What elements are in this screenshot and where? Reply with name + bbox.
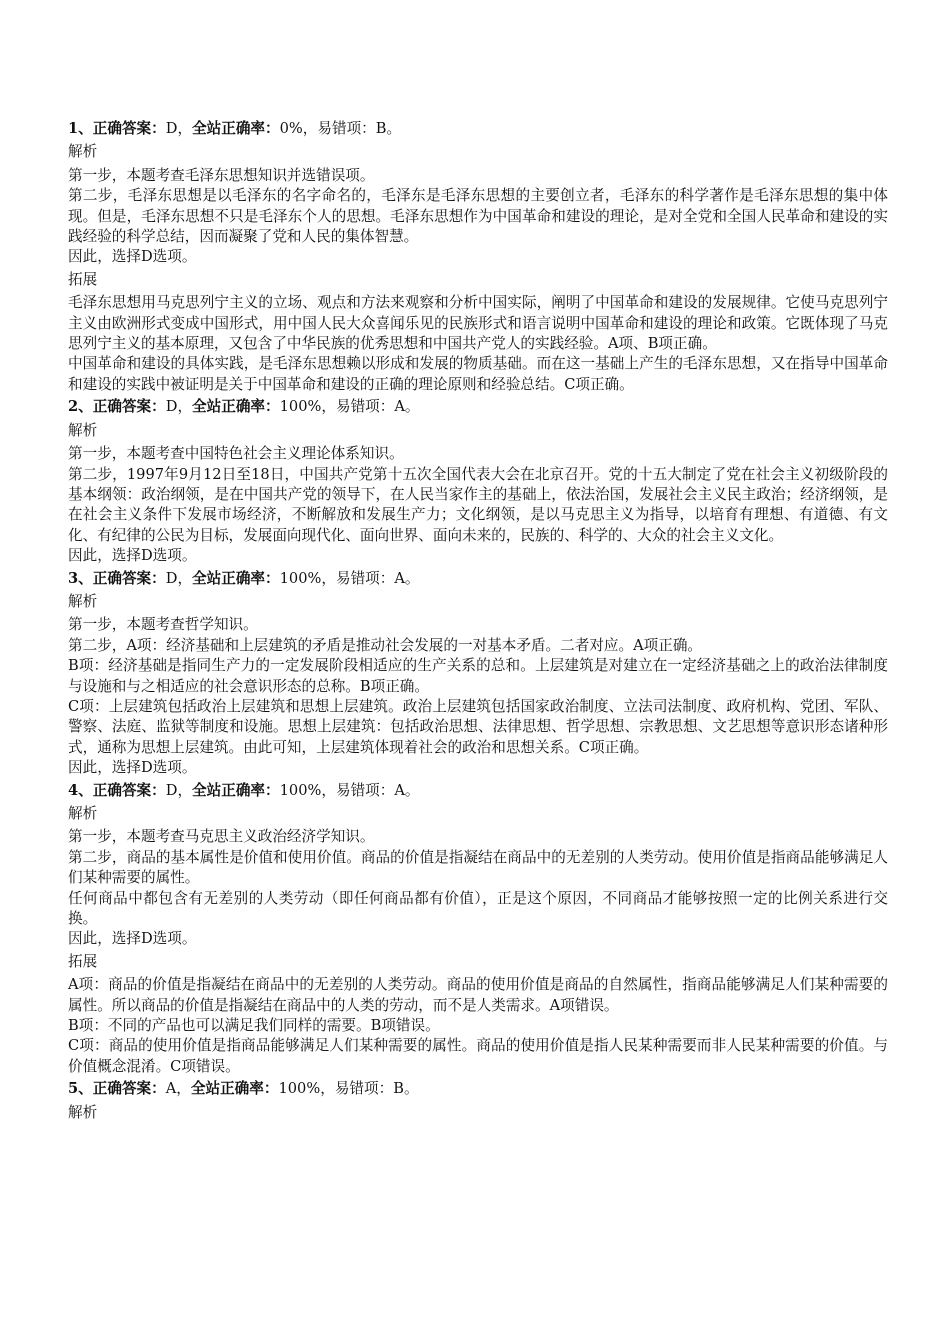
extension-label: 拓展: [68, 270, 98, 288]
question-number: 4、: [68, 781, 93, 799]
analysis-paragraph: B项：经济基础是指同生产力的一定发展阶段相适应的生产关系的总和。上层建筑是对建立在一定经济基础之上的政治法律制度与设施和与之相适应的社会意识形态的总称。B项正确。: [68, 657, 888, 695]
question-number: 2、: [68, 398, 93, 416]
wrong-option: A: [394, 398, 405, 416]
correct-answer: D: [165, 569, 178, 587]
rate-label: 全站正确率：: [192, 569, 280, 587]
analysis-paragraph: 因此，选择D选项。: [68, 930, 197, 948]
analysis-label: 解析: [68, 592, 98, 610]
extension-paragraph: 中国革命和建设的具体实践，是毛泽东思想赖以形成和发展的物质基础。而在这一基础上产生的毛泽东思想，又在指导中国革命和建设的实践中被证明是关于中国革命和建设的正确的理论原则和经验总结。C项正确。: [68, 355, 888, 393]
correct-answer: A: [165, 1080, 177, 1098]
correct-answer: D: [165, 120, 178, 137]
accuracy-rate: 0%: [279, 120, 303, 137]
analysis-label: 解析: [68, 421, 98, 439]
answer-label: 正确答案：: [92, 781, 166, 799]
analysis-label: 解析: [68, 1103, 98, 1121]
accuracy-rate: 100%: [278, 1080, 321, 1098]
wrong-option: A: [394, 781, 405, 799]
analysis-paragraph: 因此，选择D选项。: [68, 759, 197, 777]
analysis-label: 解析: [68, 805, 98, 822]
rate-label: 全站正确率：: [192, 781, 280, 799]
answer-label: 正确答案：: [92, 1080, 166, 1098]
wrong-label: 易错项：: [335, 569, 395, 587]
question-number: 3、: [68, 569, 93, 587]
correct-answer: D: [165, 398, 178, 416]
rate-label: 全站正确率：: [192, 120, 280, 137]
question-number: 1、: [68, 120, 93, 137]
question-1-header: 1、正确答案：D，全站正确率：0%，易错项：B。: [68, 120, 402, 137]
wrong-option: B: [375, 120, 387, 137]
question-4-header: 4、正确答案：D，全站正确率：100%，易错项：A。: [68, 781, 420, 799]
extension-label: 拓展: [68, 952, 98, 970]
answer-document: [68, 117, 888, 1126]
question-number: 5、: [68, 1080, 93, 1098]
answer-label: 正确答案：: [92, 120, 166, 137]
analysis-paragraph: 第二步，毛泽东思想是以毛泽东的名字命名的，毛泽东是毛泽东思想的主要创立者，毛泽东的科学著作是毛泽东思想的集中体现。但是，毛泽东思想不只是毛泽东个人的思想。毛泽东思想作为中国革命和建设的理论，是对全党和全国人民革命和建设的实践经验的科学总结，因而凝聚了党和人民的集体智慧。: [68, 187, 888, 246]
accuracy-rate: 100%: [279, 781, 322, 799]
analysis-paragraph: 第二步，商品的基本属性是价值和使用价值。商品的价值是指凝结在商品中的无差别的人类劳动。使用价值是指商品能够满足人们某种需要的属性。: [68, 848, 888, 887]
extension-paragraph: 毛泽东思想用马克思列宁主义的立场、观点和方法来观察和分析中国实际，阐明了中国革命和建设的发展规律。它使马克思列宁主义由欧洲形式变成中国形式，用中国人民大众喜闻乐见的民族形式和语言说明中国革命和建设的理论和政策。它既体现了马克思列宁主义的基本原理，又包含了中华民族的优秀思想和中国共产党人的实践经验。A项、B项正确。: [68, 294, 888, 353]
accuracy-rate: 100%: [279, 398, 322, 416]
analysis-paragraph: 第一步，本题考查毛泽东思想知识并选错误项。: [68, 166, 375, 184]
analysis-paragraph: 因此，选择D选项。: [68, 248, 197, 266]
extension-paragraph: C项：商品的使用价值是指商品能够满足人们某种需要的属性。商品的使用价值是指人民某种需要而非人民某种需要的价值。与价值概念混淆。C项错误。: [68, 1037, 888, 1075]
extension-paragraph: B项：不同的产品也可以满足我们同样的需要。B项错误。: [68, 1017, 440, 1035]
analysis-paragraph: 第一步，本题考查中国特色社会主义理论体系知识。: [68, 445, 404, 463]
wrong-option: A: [394, 569, 405, 587]
analysis-paragraph: 因此，选择D选项。: [68, 547, 197, 565]
rate-label: 全站正确率：: [192, 398, 280, 416]
rate-label: 全站正确率：: [190, 1080, 279, 1098]
correct-answer: D: [165, 781, 178, 799]
extension-paragraph: A项：商品的价值是指凝结在商品中的无差别的人类劳动。商品的使用价值是商品的自然属性，指商品能够满足人们某种需要的属性。所以商品的价值是指凝结在商品中的人类的劳动，而不是人类需求。A项错误。: [68, 976, 888, 1014]
question-2-header: 2、正确答案：D，全站正确率：100%，易错项：A。: [68, 398, 420, 416]
accuracy-rate: 100%: [279, 569, 322, 587]
wrong-label: 易错项：: [317, 120, 376, 137]
analysis-paragraph: C项：上层建筑包括政治上层建筑和思想上层建筑。政治上层建筑包括国家政治制度、立法司法制度、政府机构、党团、军队、警察、法庭、监狱等制度和设施。思想上层建筑：包括政治思想、法律思想、哲学思想、宗教思想、文艺思想等意识形态诸种形式，通称为思想上层建筑。由此可知，上层建筑体现着社会的政治和思想关系。C项正确。: [68, 697, 888, 756]
analysis-paragraph: 第二步，1997年9月12日至18日，中国共产党第十五次全国代表大会在北京召开。党的十五大制定了党在社会主义初级阶段的基本纲领：政治纲领，是在中国共产党的领导下，在人民当家作主的基础上，依法治国，发展社会主义民主政治；经济纲领，是在社会主义条件下发展市场经济，不断解放和发展生产力；文化纲领，是以马克思主义为指导，以培育有理想、有道德、有文化、有纪律的公民为目标，发展面向现代化、面向世界、面向未来的，民族的、科学的、大众的社会主义文化。: [68, 465, 888, 544]
wrong-option: B: [393, 1080, 404, 1098]
wrong-label: 易错项：: [335, 781, 395, 799]
analysis-label: 解析: [68, 143, 98, 161]
analysis-paragraph: 任何商品中都包含有无差别的人类劳动（即任何商品都有价值），正是这个原因，不同商品才能够按照一定的比例关系进行交换。: [68, 889, 888, 928]
analysis-paragraph: 第一步，本题考查马克思主义政治经济学知识。: [68, 828, 375, 846]
question-5-header: 5、正确答案：A，全站正确率：100%，易错项：B。: [68, 1080, 419, 1098]
wrong-label: 易错项：: [335, 398, 395, 416]
analysis-paragraph: 第二步，A项：经济基础和上层建筑的矛盾是推动社会发展的一对基本矛盾。二者对应。A项正确。: [68, 636, 703, 654]
question-3-header: 3、正确答案：D，全站正确率：100%，易错项：A。: [68, 569, 420, 587]
analysis-paragraph: 第一步，本题考查哲学知识。: [68, 616, 258, 634]
wrong-label: 易错项：: [334, 1080, 394, 1098]
answer-label: 正确答案：: [92, 569, 166, 587]
answer-label: 正确答案：: [92, 398, 166, 416]
